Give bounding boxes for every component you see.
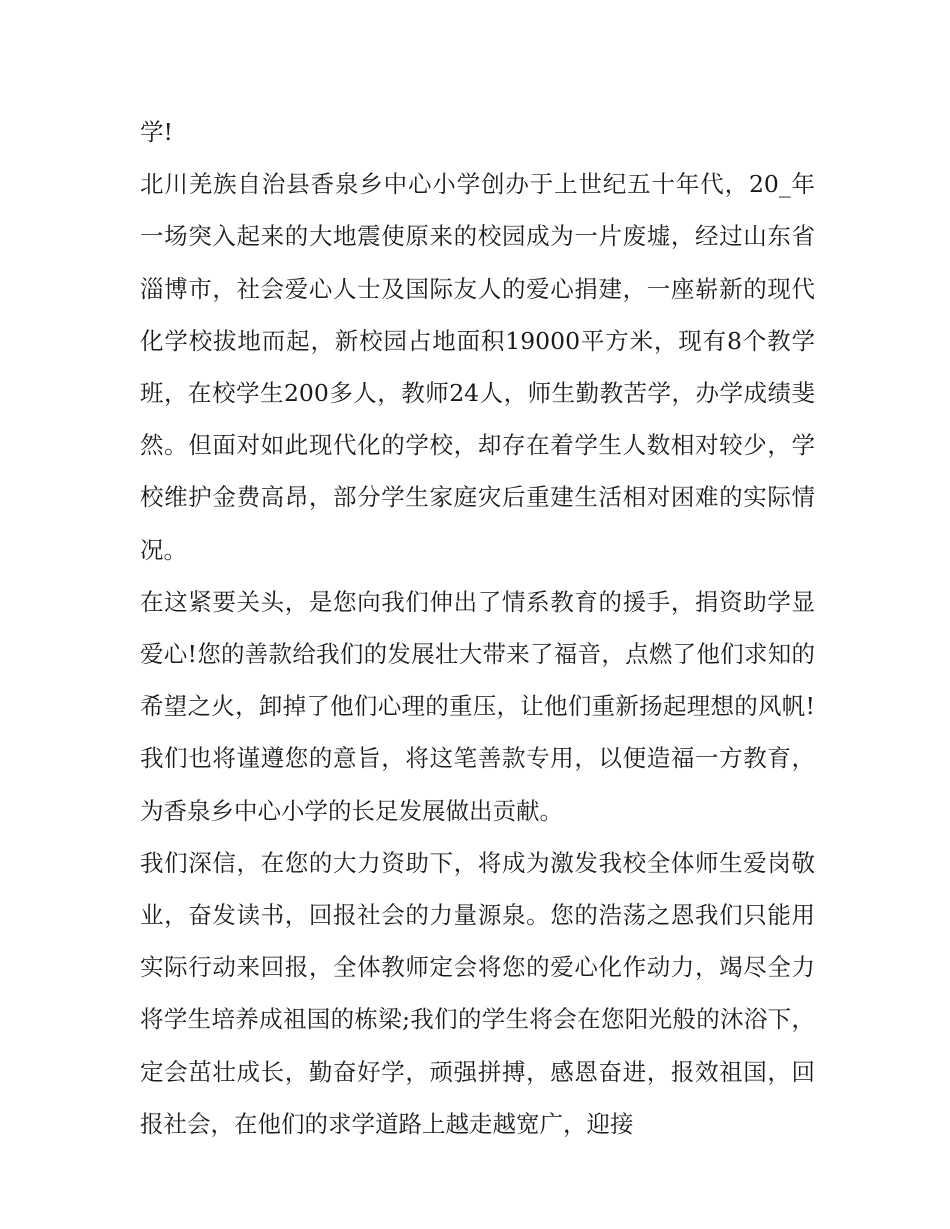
paragraph-commitment: 我们深信，在您的大力资助下，将成为激发我校全体师生爱岗敬业，奋发读书，回报社会的力量源泉。您的浩荡之恩我们只能用实际行动来回报，全体教师定会将您的爱心化作动力，竭尽全力将学生培养成祖国的栋梁;我们的学生将会在您阳光般的沐浴下，定会茁壮成长，勤奋好学，顽强拼搏，感恩奋进，报效祖国，回报社会，在他们的求学道路上越走越宽广，迎接 xyxy=(140,848,815,1138)
paragraph-fragment-start: 学! xyxy=(140,118,173,146)
document-body xyxy=(140,106,815,1150)
paragraph-school-history: 北川羌族自治县香泉乡中心小学创办于上世纪五十年代，20_年一场突入起来的大地震使原来的校园成为一片废墟，经过山东省淄博市，社会爱心人士及国际友人的爱心捐建，一座崭新的现代化学校拔地而起，新校园占地面积19000平方米，现有8个教学班，在校学生200多人，教师24人，师生勤教苦学，办学成绩斐然。但面对如此现代化的学校，却存在着学生人数相对较少，学校维护金费高昂，部分学生家庭灾后重建生活相对困难的实际情况。 xyxy=(140,170,815,564)
paragraph-donation-thanks: 在这紧要关头，是您向我们伸出了情系教育的援手，捐资助学显爱心!您的善款给我们的发展壮大带来了福音，点燃了他们求知的希望之火，卸掉了他们心理的重压，让他们重新扬起理想的风帆!我们也将谨遵您的意旨，将这笔善款专用，以便造福一方教育，为香泉乡中心小学的长足发展做出贡献。 xyxy=(140,587,815,825)
